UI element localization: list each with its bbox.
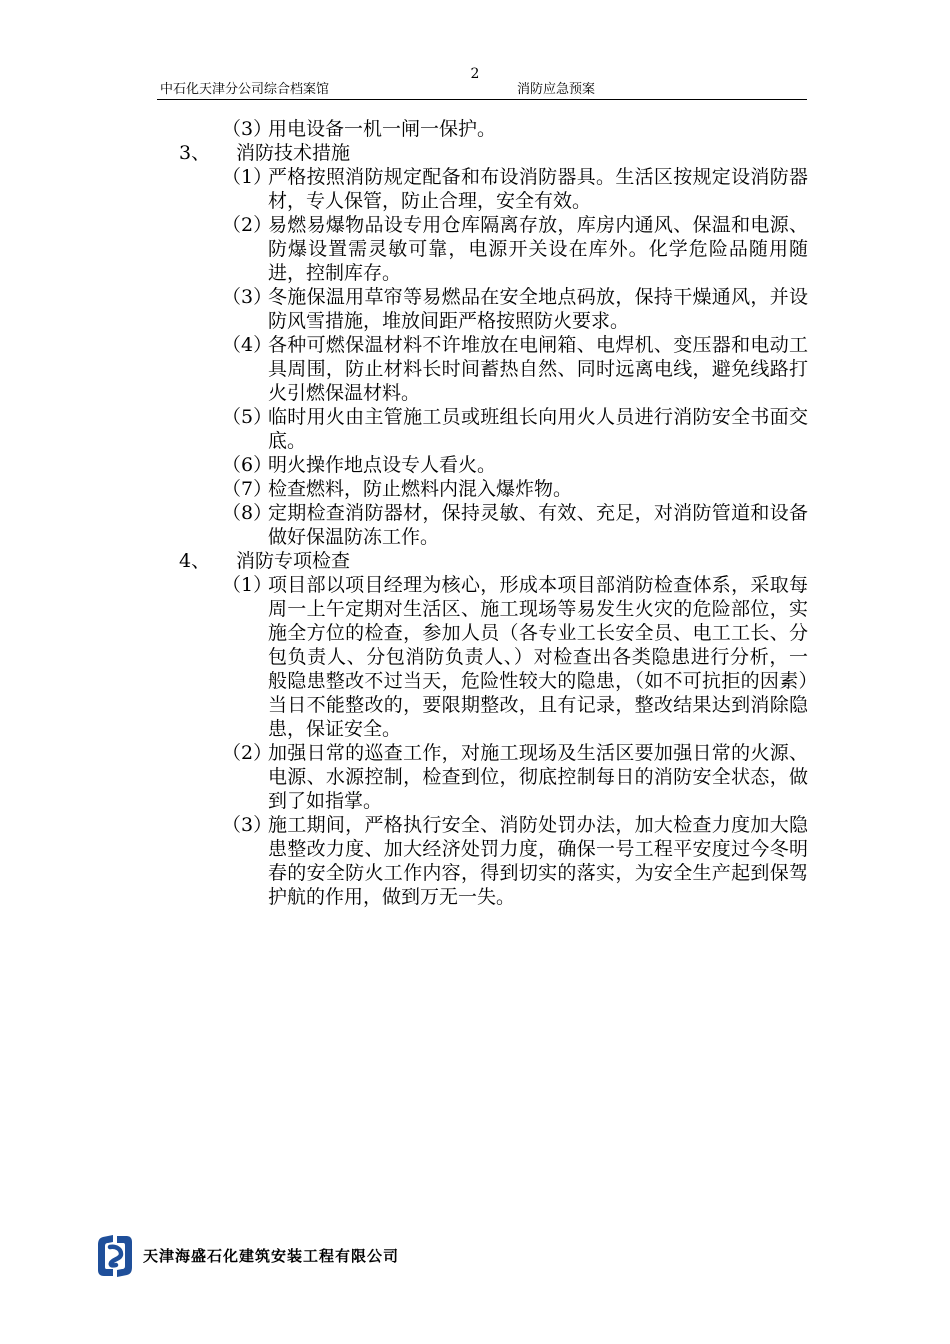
item-text: 各种可燃保温材料不许堆放在电闸箱、电焊机、变压器和电动工具周围，防止材料长时间蓄热自然、同时远离电线，避免线路打火引燃保温材料。: [268, 334, 808, 404]
header-rule: [157, 99, 807, 100]
item-text: 项目部以项目经理为核心，形成本项目部消防检查体系，采取每周一上午定期对生活区、施工现场等易发生火灾的危险部位，实施全方位的检查，参加人员（各专业工长安全员、电工工长、分包负责人、分包消防负责人、）对检查出各类隐患进行分析，一般隐患整改不过当天，危险性较大的隐患，（如不可抗拒的因素）当日不能整改的，要限期整改，且有记录，整改结果达到消除隐患，保证安全。: [268, 574, 808, 740]
item-text: 临时用火由主管施工员或班组长向用火人员进行消防安全书面交底。: [268, 406, 808, 452]
list-item: [0, 813, 950, 909]
list-item: [0, 741, 950, 813]
document-body: [0, 117, 950, 909]
section-number: 4、: [179, 550, 211, 572]
item-text: 加强日常的巡查工作，对施工现场及生活区要加强日常的火源、电源、水源控制，检查到位，彻底控制每日的消防安全状态，做到了如指掌。: [268, 742, 808, 812]
section-title: 消防专项检查: [236, 550, 351, 572]
item-number: （3）: [222, 286, 273, 308]
item-number: （1）: [222, 166, 273, 188]
item-text: 用电设备一机一闸一保护。: [268, 118, 497, 140]
page-footer: [96, 1232, 399, 1280]
company-name: 天津海盛石化建筑安装工程有限公司: [143, 1247, 400, 1265]
header-document-title: 消防应急预案: [517, 82, 596, 97]
list-item: [0, 501, 950, 549]
item-text: 冬施保温用草帘等易燃品在安全地点码放，保持干燥通风，并设防风雪措施，堆放间距严格按照防火要求。: [268, 286, 808, 332]
item-number: （6）: [222, 454, 273, 476]
section-number: 3、: [179, 142, 211, 164]
section-title: 消防技术措施: [236, 142, 351, 164]
item-text: 易燃易爆物品设专用仓库隔离存放，库房内通风、保温和电源、防爆设置需灵敏可靠，电源开关设在库外。化学危险品随用随进，控制库存。: [268, 214, 808, 284]
list-item: [0, 453, 950, 477]
item-number: （8）: [222, 502, 273, 524]
item-number: （3）: [222, 814, 273, 836]
company-logo-icon: [96, 1232, 134, 1280]
item-text: 定期检查消防器材，保持灵敏、有效、充足，对消防管道和设备做好保温防冻工作。: [268, 502, 808, 548]
item-number: （3）: [222, 118, 273, 140]
list-item: [0, 213, 950, 285]
list-item: [0, 405, 950, 453]
item-text: 明火操作地点设专人看火。: [268, 454, 497, 476]
item-number: （2）: [222, 742, 273, 764]
list-item: [0, 333, 950, 405]
item-number: （4）: [222, 334, 273, 356]
list-item: [0, 477, 950, 501]
section-heading-4: [0, 549, 950, 573]
section-heading-3: [0, 141, 950, 165]
item-number: （1）: [222, 574, 273, 596]
list-item: [0, 285, 950, 333]
header-archive-name: 中石化天津分公司综合档案馆: [160, 82, 330, 97]
list-item: [0, 165, 950, 213]
item-number: （7）: [222, 478, 273, 500]
item-text: 检查燃料，防止燃料内混入爆炸物。: [268, 478, 573, 500]
item-number: （2）: [222, 214, 273, 236]
item-text: 施工期间，严格执行安全、消防处罚办法，加大检查力度加大隐患整改力度、加大经济处罚力度，确保一号工程平安度过今冬明春的安全防火工作内容，得到切实的落实，为安全生产起到保驾护航的作用，做到万无一失。: [268, 814, 808, 908]
list-item: [0, 117, 950, 141]
item-number: （5）: [222, 406, 273, 428]
page-number: 2: [470, 66, 480, 82]
list-item: [0, 573, 950, 741]
item-text: 严格按照消防规定配备和布设消防器具。生活区按规定设消防器材，专人保管，防止合理，安全有效。: [268, 166, 808, 212]
